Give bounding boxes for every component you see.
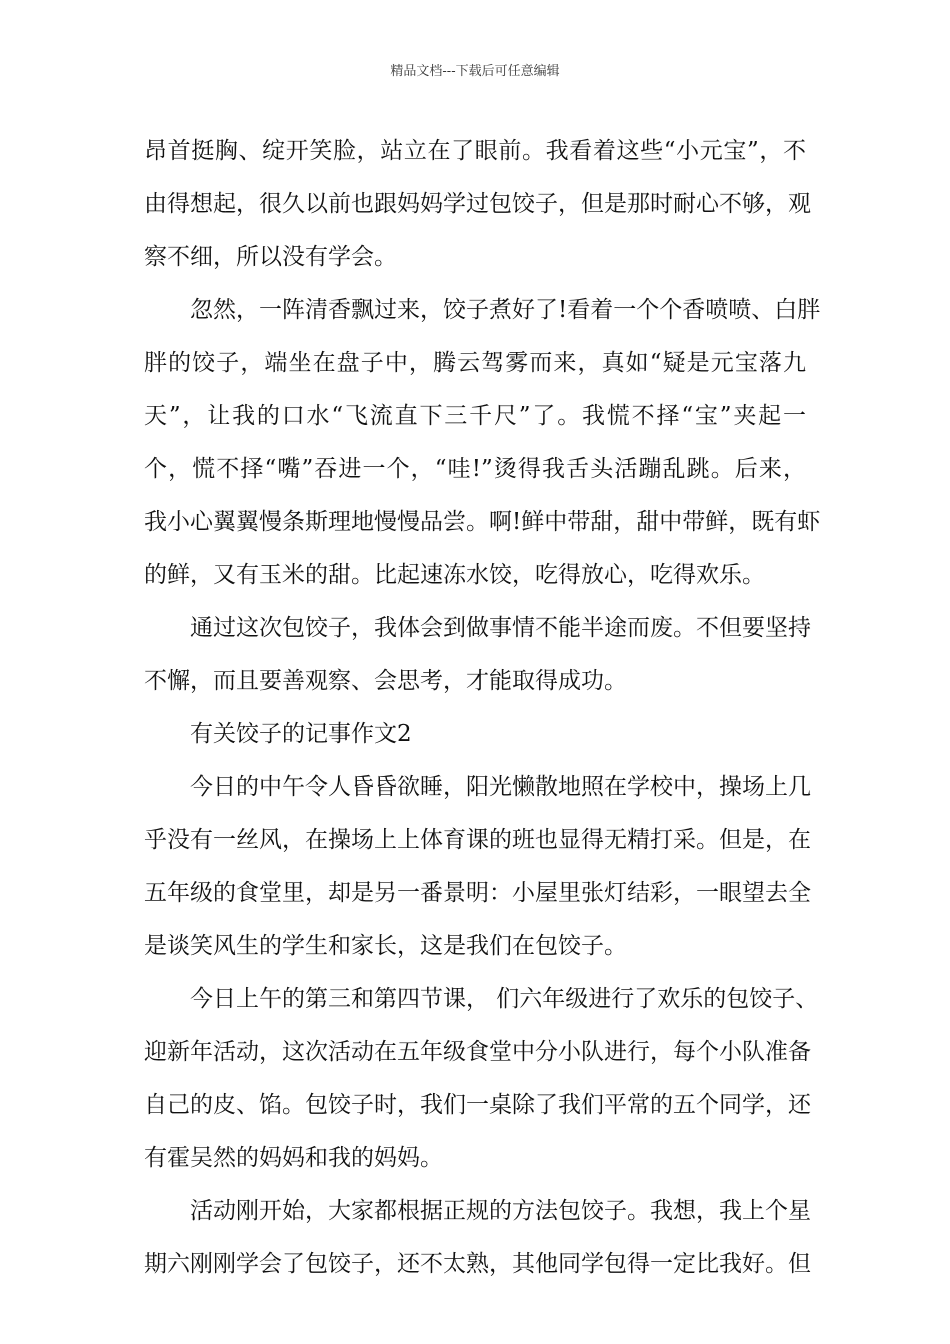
text-line: 今日上午的第三和第四节课， 们六年级进行了欢乐的包饺子、 <box>190 986 819 1012</box>
text-line: 通过这次包饺子，我体会到做事情不能半途而废。不但要坚持 <box>190 615 811 641</box>
text-line: 个，慌不择“嘴”吞进一个，“哇!”烫得我舌头活蹦乱跳。后来， <box>144 456 806 482</box>
text-line: 天”，让我的口水“飞流直下三千尺”了。我慌不择“宝”夹起一 <box>144 403 806 429</box>
text-line: 今日的中午令人昏昏欲睡，阳光懒散地照在学校中，操场上几 <box>190 774 811 800</box>
text-line: 活动刚开始，大家都根据正规的方法包饺子。我想，我上个星 <box>190 1198 811 1224</box>
text-line: 胖的饺子，端坐在盘子中，腾云驾雾而来，真如“疑是元宝落九 <box>144 350 806 376</box>
page-header: 精品文档---下载后可任意编辑 <box>390 64 560 79</box>
text-line: 不懈，而且要善观察、会思考，才能取得成功。 <box>144 668 627 694</box>
section-heading: 有关饺子的记事作文2 <box>190 721 412 747</box>
text-line: 昂首挺胸、绽开笑脸，站立在了眼前。我看着这些“小元宝”，不 <box>144 138 806 164</box>
text-line: 期六刚刚学会了包饺子，还不太熟，其他同学包得一定比我好。但 <box>144 1251 811 1277</box>
text-line: 乎没有一丝风，在操场上上体育课的班也显得无精打采。但是，在 <box>144 827 811 853</box>
text-line: 五年级的食堂里，却是另一番景明：小屋里张灯结彩，一眼望去全 <box>144 880 811 906</box>
text-line: 我小心翼翼慢条斯理地慢慢品尝。啊!鲜中带甜，甜中带鲜，既有虾 <box>144 509 821 535</box>
text-line: 忽然，一阵清香飘过来，饺子煮好了!看着一个个香喷喷、白胖 <box>190 297 821 323</box>
document-body <box>144 125 821 1291</box>
text-line: 是谈笑风生的学生和家长，这是我们在包饺子。 <box>144 933 627 959</box>
text-line: 自己的皮、馅。包饺子时，我们一桌除了我们平常的五个同学，还 <box>144 1092 811 1118</box>
text-line: 察不细，所以没有学会。 <box>144 244 397 270</box>
text-line: 由得想起，很久以前也跟妈妈学过包饺子，但是那时耐心不够，观 <box>144 191 811 217</box>
text-line: 有霍吴然的妈妈和我的妈妈。 <box>144 1145 443 1171</box>
text-line: 的鲜，又有玉米的甜。比起速冻水饺，吃得放心，吃得欢乐。 <box>144 562 765 588</box>
text-line: 迎新年活动，这次活动在五年级食堂中分小队进行，每个小队准备 <box>144 1039 811 1065</box>
